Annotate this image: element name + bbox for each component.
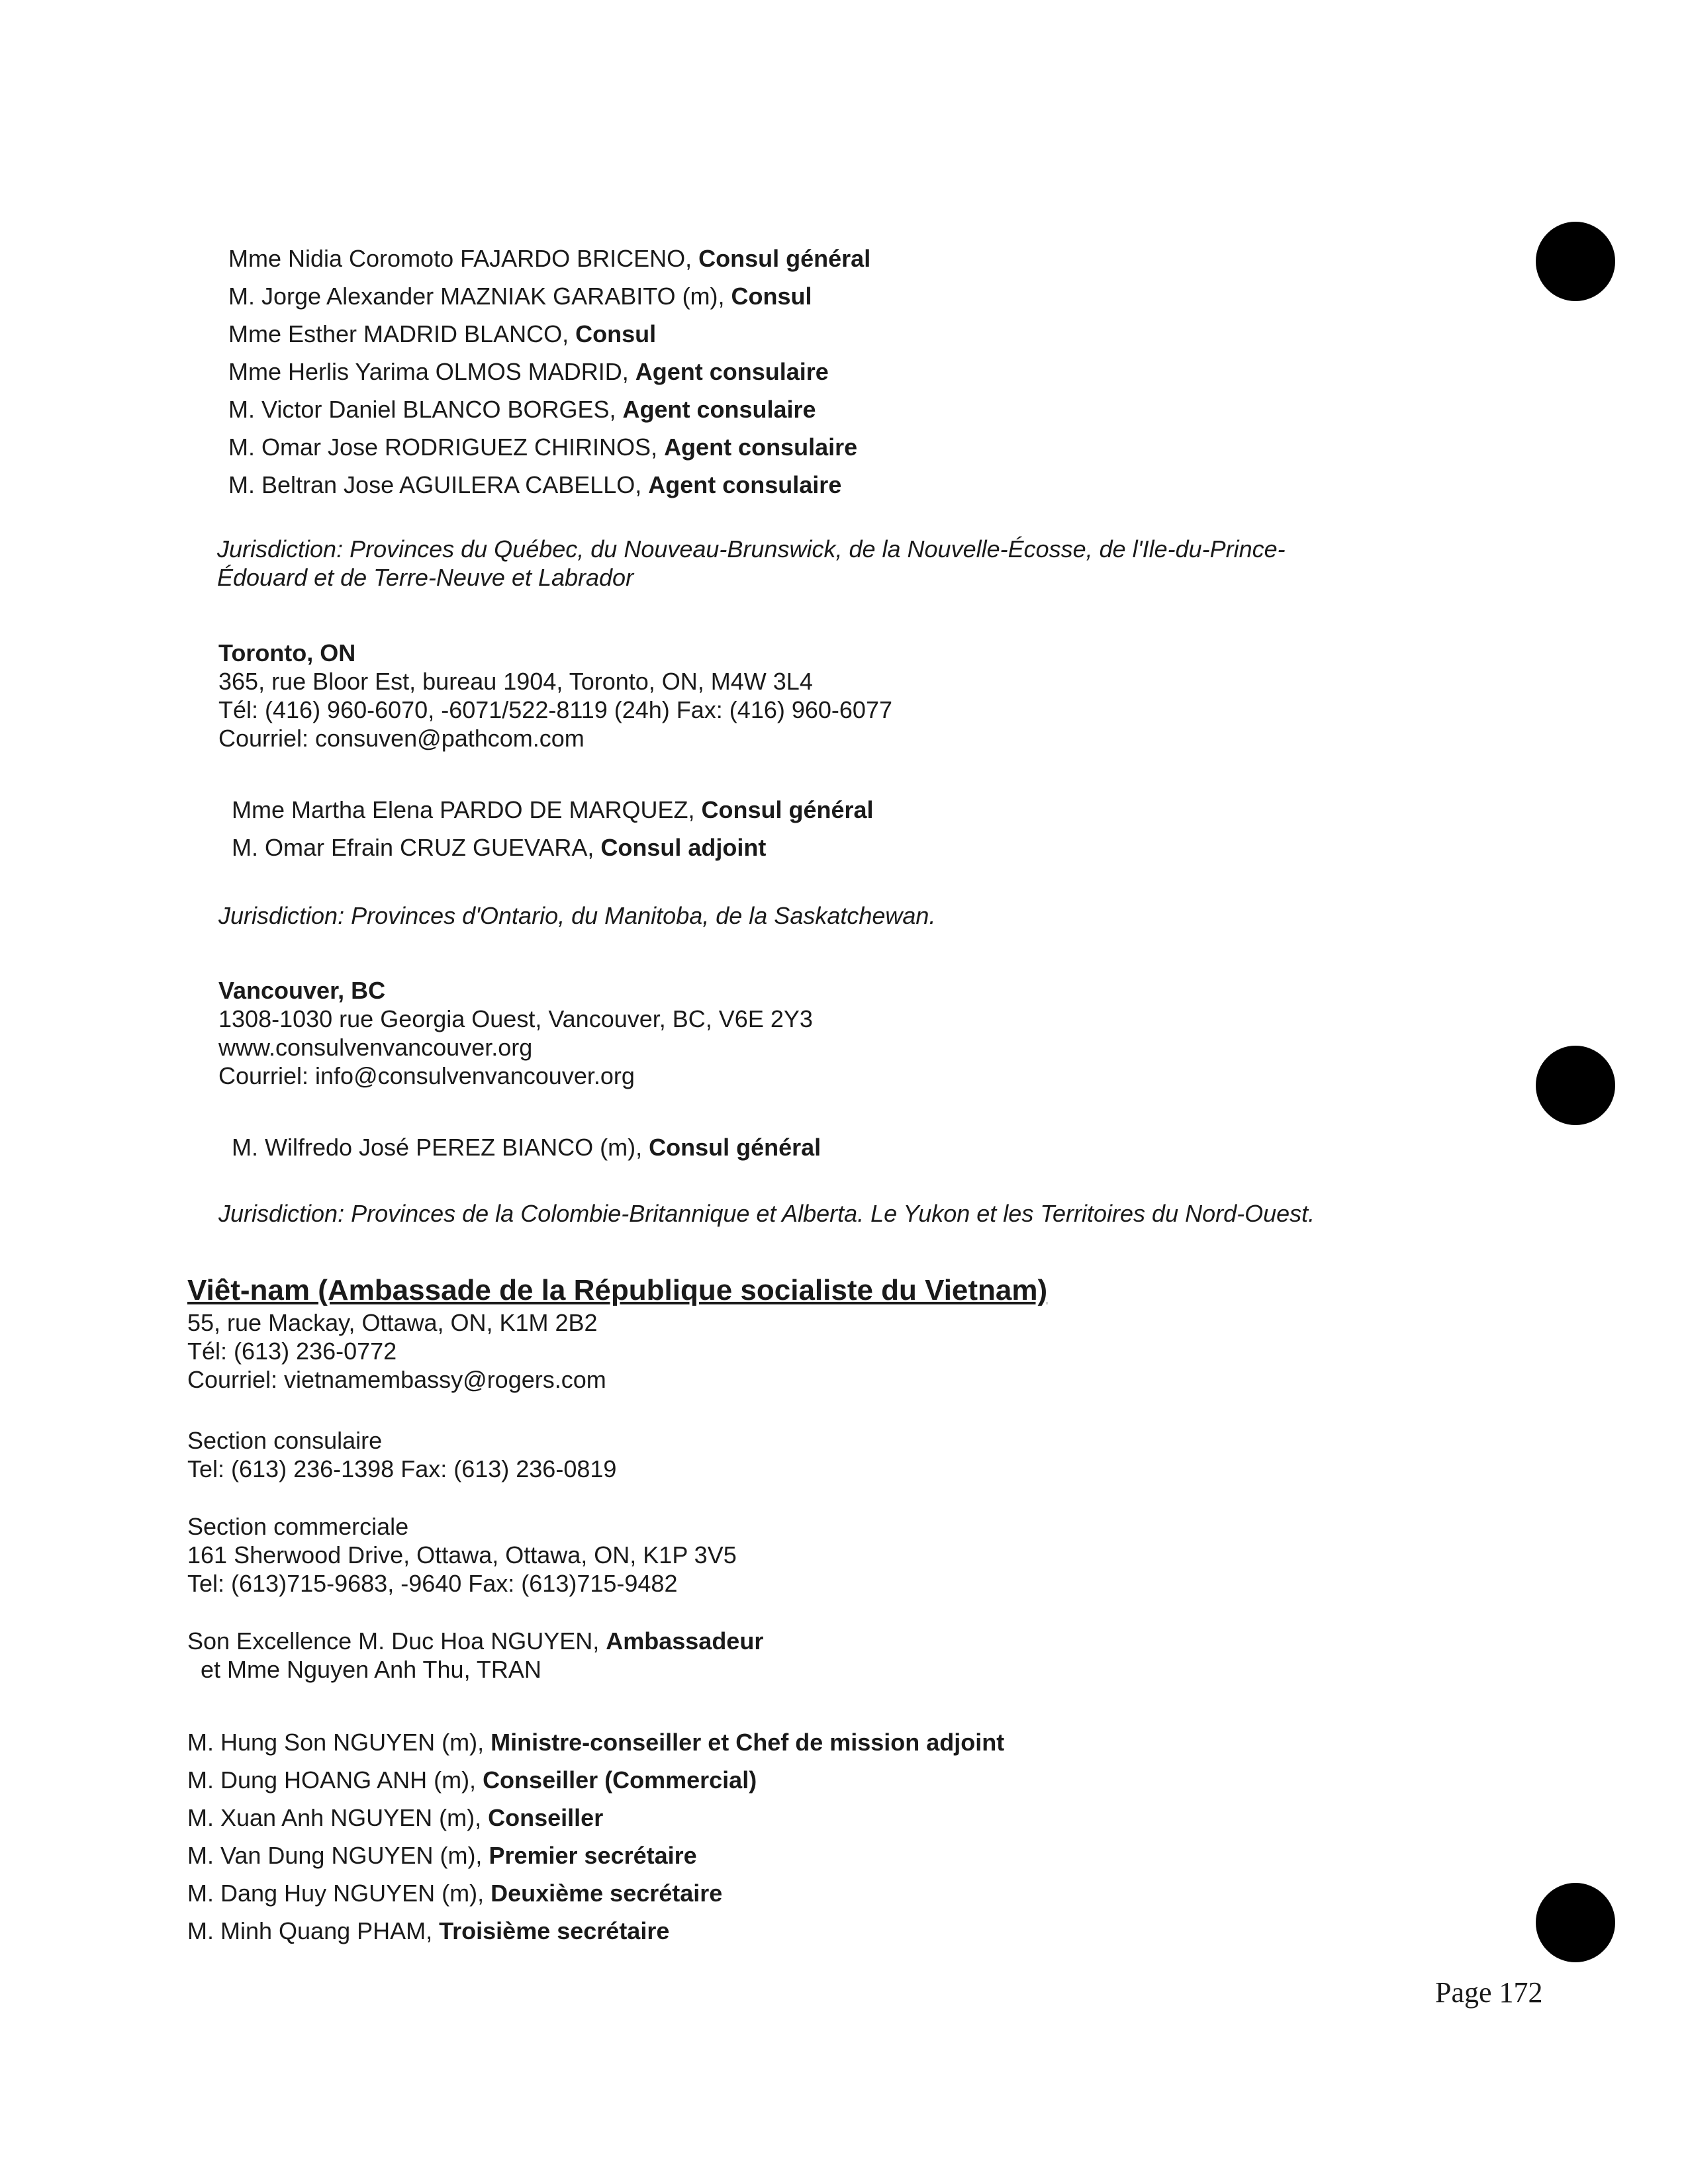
toronto-section	[218, 639, 892, 752]
punch-hole-middle	[1536, 1046, 1615, 1125]
punch-hole-top	[1536, 222, 1615, 301]
toronto-heading: Toronto, ON	[218, 639, 356, 666]
ambassador-spouse: et Mme Nguyen Anh Thu, TRAN	[201, 1656, 541, 1683]
list-item: M. Omar Jose RODRIGUEZ CHIRINOS, Agent consulaire	[228, 433, 858, 461]
list-item: M. Beltran Jose AGUILERA CABELLO, Agent consulaire	[228, 471, 842, 498]
list-item: M. Xuan Anh NGUYEN (m), Conseiller	[187, 1804, 604, 1831]
list-item: M. Jorge Alexander MAZNIAK GARABITO (m), Consul	[228, 283, 812, 310]
list-item: M. Dung HOANG ANH (m), Conseiller (Commercial)	[187, 1766, 757, 1794]
list-item: Mme Esther MADRID BLANCO, Consul	[228, 320, 657, 347]
vancouver-email: Courriel: info@consulvenvancouver.org	[218, 1062, 635, 1089]
list-item: M. Minh Quang PHAM, Troisième secrétaire	[187, 1917, 670, 1944]
vancouver-jurisdiction: Jurisdiction: Provinces de la Colombie-Britannique et Alberta. Le Yukon et les Territoires du Nord-Ouest.	[218, 1200, 1315, 1227]
list-item: M. Wilfredo José PEREZ BIANCO (m), Consul général	[232, 1134, 821, 1161]
toronto-staff-list	[232, 791, 874, 866]
commercial-section-title: Section commerciale	[187, 1513, 409, 1540]
commercial-section-phone: Tel: (613)715-9683, -9640 Fax: (613)715-9482	[187, 1570, 678, 1597]
list-item: M. Van Dung NGUYEN (m), Premier secrétaire	[187, 1842, 697, 1869]
list-item: M. Omar Efrain CRUZ GUEVARA, Consul adjoint	[232, 834, 767, 861]
toronto-jurisdiction: Jurisdiction: Provinces d'Ontario, du Manitoba, de la Saskatchewan.	[218, 902, 936, 929]
list-item: M. Victor Daniel BLANCO BORGES, Agent consulaire	[228, 396, 816, 423]
montreal-staff-list	[228, 240, 870, 504]
list-item: M. Hung Son NGUYEN (m), Ministre-conseiller et Chef de mission adjoint	[187, 1729, 1005, 1756]
list-item: Mme Nidia Coromoto FAJARDO BRICENO, Consul général	[228, 245, 871, 272]
list-item: Mme Herlis Yarima OLMOS MADRID, Agent consulaire	[228, 358, 829, 385]
toronto-address: 365, rue Bloor Est, bureau 1904, Toronto, ON, M4W 3L4	[218, 668, 813, 695]
vietnam-ambassador	[187, 1627, 763, 1684]
vietnam-commercial-section	[187, 1512, 737, 1598]
vancouver-address: 1308-1030 rue Georgia Ouest, Vancouver, BC, V6E 2Y3	[218, 1005, 813, 1032]
montreal-jurisdiction: Jurisdiction: Provinces du Québec, du Nouveau-Brunswick, de la Nouvelle-Écosse, de l'Ile-du-Prince- Édouard et de Terre-Neuve et Labrador	[217, 535, 1286, 591]
ambassador-line: Son Excellence M. Duc Hoa NGUYEN, Ambassadeur	[187, 1627, 764, 1655]
toronto-email: Courriel: consuven@pathcom.com	[218, 725, 585, 752]
vietnam-heading: Viêt-nam (Ambassade de la République socialiste du Vietnam)	[187, 1274, 1048, 1306]
consular-section-phone: Tel: (613) 236-1398 Fax: (613) 236-0819	[187, 1455, 617, 1482]
list-item: Mme Martha Elena PARDO DE MARQUEZ, Consul général	[232, 796, 874, 823]
consular-section-title: Section consulaire	[187, 1427, 383, 1454]
vancouver-staff-list	[232, 1128, 821, 1166]
punch-hole-bottom	[1536, 1883, 1615, 1962]
vancouver-website: www.consulvenvancouver.org	[218, 1034, 533, 1061]
list-item: M. Dang Huy NGUYEN (m), Deuxième secrétaire	[187, 1880, 723, 1907]
page-number: Page 172	[1435, 1976, 1543, 2009]
vancouver-section	[218, 976, 813, 1090]
toronto-phone: Tél: (416) 960-6070, -6071/522-8119 (24h) Fax: (416) 960-6077	[218, 696, 892, 723]
vietnam-consular-section	[187, 1426, 616, 1483]
vietnam-email: Courriel: vietnamembassy@rogers.com	[187, 1366, 606, 1393]
vietnam-phone: Tél: (613) 236-0772	[187, 1338, 397, 1365]
commercial-section-address: 161 Sherwood Drive, Ottawa, Ottawa, ON, K1P 3V5	[187, 1541, 737, 1569]
vietnam-embassy-contact	[187, 1308, 606, 1394]
vancouver-heading: Vancouver, BC	[218, 977, 386, 1004]
vietnam-staff-list	[187, 1723, 1004, 1950]
vietnam-address: 55, rue Mackay, Ottawa, ON, K1M 2B2	[187, 1309, 598, 1336]
